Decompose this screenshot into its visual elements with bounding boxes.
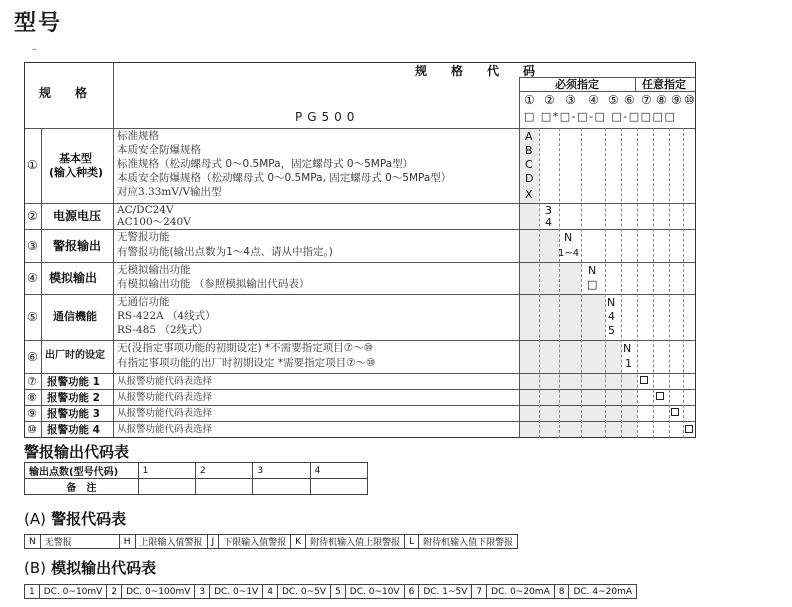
col-number: ② <box>544 93 555 107</box>
row-desc: 从报警功能代码表选择 <box>117 408 213 419</box>
row-number: ⑥ <box>27 350 38 364</box>
alarm-output-note: 备 注 <box>25 479 139 495</box>
col-number: ⑨ <box>671 93 682 107</box>
code-value: N <box>623 342 632 355</box>
alarm-code: N <box>25 535 41 549</box>
code-value: 5 <box>608 324 615 337</box>
model-pattern: □ □*□-□-□ □-□□□□ <box>524 110 677 123</box>
analog-code: 2 <box>107 585 122 599</box>
row-label: 通信機能 <box>53 310 97 323</box>
analog-desc: DC. 0~1V <box>210 585 263 599</box>
code-value: N <box>588 264 597 277</box>
section-b-prefix: (B) <box>24 559 46 577</box>
row-label: 出厂时的设定 <box>45 350 105 361</box>
section-b-title: 模拟输出代码表 <box>51 559 157 577</box>
code-value: 1 <box>625 357 632 370</box>
row-label: 基本型 <box>59 152 92 165</box>
code-value: B <box>525 144 533 157</box>
col-number: ⑤ <box>608 93 619 107</box>
code-value: 3 <box>545 204 552 217</box>
analog-code: 8 <box>554 585 569 599</box>
analog-desc: DC. 1~5V <box>419 585 472 599</box>
note-cell <box>138 479 195 495</box>
optional-specify: 任意指定 <box>642 78 686 91</box>
row-number: ⑤ <box>27 310 38 324</box>
row-label: 电源电压 <box>53 209 102 223</box>
col-number: ⑦ <box>641 93 652 107</box>
gray-fill <box>581 294 605 437</box>
section-b-heading <box>24 557 156 578</box>
row-label: 报警功能 1 <box>47 376 100 388</box>
row-label: 报警功能 4 <box>47 424 100 436</box>
row-desc: RS-485 （2线式） <box>117 324 209 336</box>
row-desc: 本质安全防爆规格（松动螺母式 0～0.5MPa, 固定螺母式 0～5MPa型） <box>117 172 452 184</box>
model-name: PG500 <box>295 110 360 124</box>
section-a-title: 警报代码表 <box>51 510 127 528</box>
row-label: 模拟输出 <box>49 271 98 285</box>
row-number: ③ <box>27 239 38 253</box>
analog-desc: DC. 0~5V <box>277 585 330 599</box>
page-title: 型号 <box>14 11 63 36</box>
note-cell <box>195 479 252 495</box>
row-number: ⑨ <box>27 407 37 420</box>
alarm-code: J <box>207 535 219 549</box>
row-desc: 从报警功能代码表选择 <box>117 424 213 435</box>
row-desc: 从报警功能代码表选择 <box>117 392 213 403</box>
code-value: □ <box>587 278 598 291</box>
row-label: 报警功能 2 <box>47 392 100 404</box>
code-value: D <box>525 172 534 185</box>
row-desc: 无(没指定事项功能的初期设定) *不需要指定项目⑦～⑩ <box>117 342 374 354</box>
col-number: ③ <box>565 93 576 107</box>
analog-desc: DC. 0~100mV <box>122 585 195 599</box>
row-desc: 有指定事项功能的出厂时初期设定 *需要指定项目⑦～⑩ <box>117 357 376 369</box>
gray-fill <box>559 262 581 437</box>
row-label: (输入种类) <box>49 166 104 179</box>
row-label: 警报输出 <box>53 239 102 253</box>
alarm-desc: 附待机输入值上限警报 <box>306 535 405 549</box>
code-value: 4 <box>545 216 552 229</box>
col-number: ⑧ <box>656 93 667 107</box>
alarm-desc: 上限输入值警报 <box>135 535 207 549</box>
alarm-code-table <box>24 534 518 549</box>
alarm-code: L <box>405 535 419 549</box>
alarm-desc: 无警报 <box>40 535 119 549</box>
row-desc: 本质安全防爆规格 <box>117 144 201 156</box>
analog-code: 4 <box>263 585 278 599</box>
code-box <box>671 408 679 416</box>
row-label: 报警功能 3 <box>47 408 100 420</box>
alarm-output-value: 2 <box>195 463 252 479</box>
must-specify: 必须指定 <box>555 78 599 91</box>
code-value: X <box>525 188 533 201</box>
code-box <box>656 392 664 400</box>
note-cell <box>310 479 367 495</box>
alarm-output-value: 3 <box>253 463 310 479</box>
row-number: ⑦ <box>27 375 37 388</box>
analog-code: 7 <box>472 585 487 599</box>
analog-desc: DC. 0~10mV <box>39 585 107 599</box>
spec-table <box>24 62 696 438</box>
code-value: N <box>607 296 616 309</box>
row-desc: AC/DC24V <box>117 204 174 216</box>
row-desc: 有警报功能(输出点数为1～4点、请从中指定。) <box>117 246 333 258</box>
analog-code: 1 <box>25 585 40 599</box>
section-a-heading <box>24 508 126 529</box>
code-value: 1~4 <box>558 248 580 259</box>
row-desc: 标准规格（松动螺母式 0～0.5MPa，固定螺母式 0～5MPa型） <box>117 158 414 170</box>
analog-code: 6 <box>404 585 419 599</box>
row-desc: RS-422A （4线式） <box>117 310 216 322</box>
row-desc: 对应3.33mV/V输出型 <box>117 186 222 198</box>
row-number: ④ <box>27 271 38 285</box>
spec-header: 规 格 <box>39 86 88 100</box>
analog-desc: DC. 0~10V <box>345 585 404 599</box>
alarm-output-table <box>24 462 368 495</box>
analog-code-table <box>24 584 637 599</box>
code-value: N <box>564 231 573 244</box>
code-value: C <box>525 158 533 171</box>
row-number: ⑧ <box>27 391 37 404</box>
gray-fill <box>519 203 539 437</box>
code-box <box>640 376 648 384</box>
analog-desc: DC. 4~20mA <box>569 585 637 599</box>
dash-mark: – <box>32 44 37 55</box>
section-a-prefix: (A) <box>24 510 46 528</box>
row-desc: 有模拟输出功能 （参照模拟输出代码表） <box>117 278 310 290</box>
code-value: 4 <box>608 310 615 323</box>
col-number: ⑥ <box>624 93 635 107</box>
row-number: ② <box>27 209 38 223</box>
row-desc: 无警报功能 <box>117 231 170 243</box>
code-box <box>685 425 693 433</box>
row-number: ⑩ <box>27 423 37 436</box>
analog-code: 5 <box>331 585 346 599</box>
alarm-output-value: 1 <box>138 463 195 479</box>
analog-code: 3 <box>195 585 210 599</box>
alarm-desc: 下限输入值警报 <box>219 535 291 549</box>
note-cell <box>253 479 310 495</box>
alarm-output-head: 输出点数(型号代码) <box>25 463 139 479</box>
col-number: ① <box>524 93 535 107</box>
col-number: ④ <box>588 93 599 107</box>
code-header: 规 格 代 码 <box>415 64 536 78</box>
row-desc: 从报警功能代码表选择 <box>117 376 213 387</box>
row-desc: 无通信功能 <box>117 296 170 308</box>
alarm-output-title: 警报输出代码表 <box>24 443 130 461</box>
col-number: ⑩ <box>684 93 695 107</box>
code-value: A <box>525 130 533 143</box>
alarm-code: K <box>291 535 306 549</box>
row-number: ① <box>27 158 38 172</box>
alarm-code: H <box>119 535 135 549</box>
alarm-desc: 附待机输入值下限警报 <box>419 535 518 549</box>
row-desc: AC100～240V <box>117 216 191 228</box>
analog-desc: DC. 0~20mA <box>487 585 555 599</box>
alarm-output-value: 4 <box>310 463 367 479</box>
row-desc: 无模拟输出功能 <box>117 264 191 276</box>
row-desc: 标准规格 <box>117 130 159 142</box>
